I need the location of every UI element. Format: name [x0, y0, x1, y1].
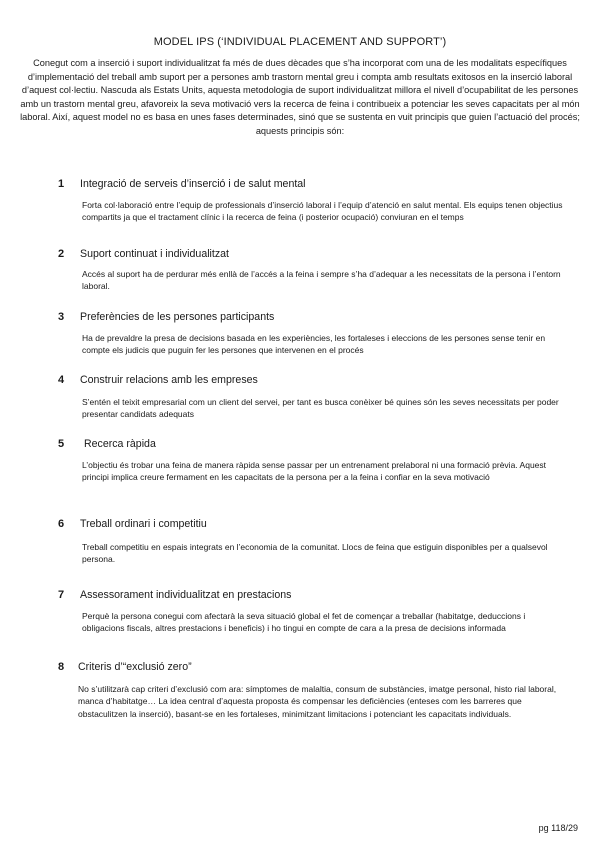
principle-text: Treball competitiu en espais integrats en l’economia de la comunitat. Llocs de feina que estiguin disponibles per a qualsevol persona.	[82, 542, 548, 565]
principle-number: 7	[58, 589, 65, 601]
page-number: pg 118/29	[538, 823, 578, 833]
principle-text: S’entén el teixit empresarial com un client del servei, per tant es busca conèixer bé quines són les seves necessitats per poder presentar candidats adequats	[82, 397, 559, 420]
principle-heading: Integració de serveis d’inserció i de salut mental	[80, 178, 306, 190]
intro-paragraph: Conegut com a inserció i suport individualitzat fa més de dues dècades que s’ha incorporat com una de les modalitats específiques d’implementació del treball amb suport per a persones amb trastorn mental greu i compta amb resultats exitosos en la inserció laboral d’aquest col·lectiu. Nascuda als Estats Units, aquesta metodologia de suport individualitzat millora el nivell d’ocupabilitat de les persones amb un trastorn mental greu, afavoreix la seva motivació vers la recerca de feina i contribueix a potenciar les seves capacitats per al món laboral. Així, aquest model no es basa en unes fases determinades, sinó que se sustenta en vuit principis que guien l’actuació del procés; aquests principis són:	[20, 58, 580, 136]
page-title: MODEL IPS (‘INDIVIDUAL PLACEMENT AND SUPPORT’)	[153, 36, 447, 48]
principle-number: 5	[58, 438, 65, 450]
principle-text: Perquè la persona conegui com afectarà la seva situació global el fet de començar a treballar (habitatge, deduccions i obligacions fiscals, altres prestacions i beneficis) i ho tingui en compte de cara a la presa de decisions informada	[82, 611, 526, 634]
principle-heading: Suport continuat i individualitzat	[80, 248, 229, 260]
principle-number: 4	[58, 374, 65, 386]
principle-number: 8	[58, 661, 65, 673]
principle-heading: Recerca ràpida	[84, 438, 156, 450]
principle-number: 1	[58, 178, 65, 190]
principle-heading: Preferències de les persones participants	[80, 311, 275, 323]
principle-text: No s’utilitzarà cap criteri d’exclusió com ara: símptomes de malaltia, consum de substàncies, imatge personal, histo rial laboral, manca d’habitatge… La idea central d’aquesta proposta és compensar les deficiències (enteses com les barreres que obstaculitzen la inserció), basant-se en les fortaleses, minimitzant limitacions i potenciant les capacitats individuals.	[78, 684, 557, 719]
principle-text: Ha de prevaldre la presa de decisions basada en les experiències, les fortaleses i eleccions de les persones sense tenir en compte els judicis que puguin fer les persones que intervenen en el procés	[82, 333, 546, 356]
principle-heading: Construir relacions amb les empreses	[80, 374, 258, 386]
principle-text: Forta col·laboració entre l’equip de professionals d’inserció laboral i l’equip d’atenció en salut mental. Els equips tenen objectius compartits ja que el tractament clínic i la recerca de feina (i posterior ocupació) conviuran en el temps	[82, 200, 563, 223]
principle-number: 3	[58, 311, 65, 323]
principle-number: 2	[58, 248, 65, 260]
principle-text: Accés al suport ha de perdurar més enllà de l’accés a la feina i sempre s’ha d’adequar a les necessitats de la persona i l’entorn laboral.	[82, 269, 561, 292]
principle-text: L’objectiu és trobar una feina de manera ràpida sense passar per un entrenament prelaboral ni una formació prèvia. Aquest principi implica creure fermament en les capacitats de la persona per a la feina i confiar en la seva motivació	[82, 460, 547, 483]
principle-heading: Assessorament individualitzat en prestacions	[80, 589, 292, 601]
principle-heading: Treball ordinari i competitiu	[80, 518, 207, 530]
principle-heading: Criteris d’“exclusió zero”	[78, 661, 192, 673]
principle-number: 6	[58, 518, 65, 530]
